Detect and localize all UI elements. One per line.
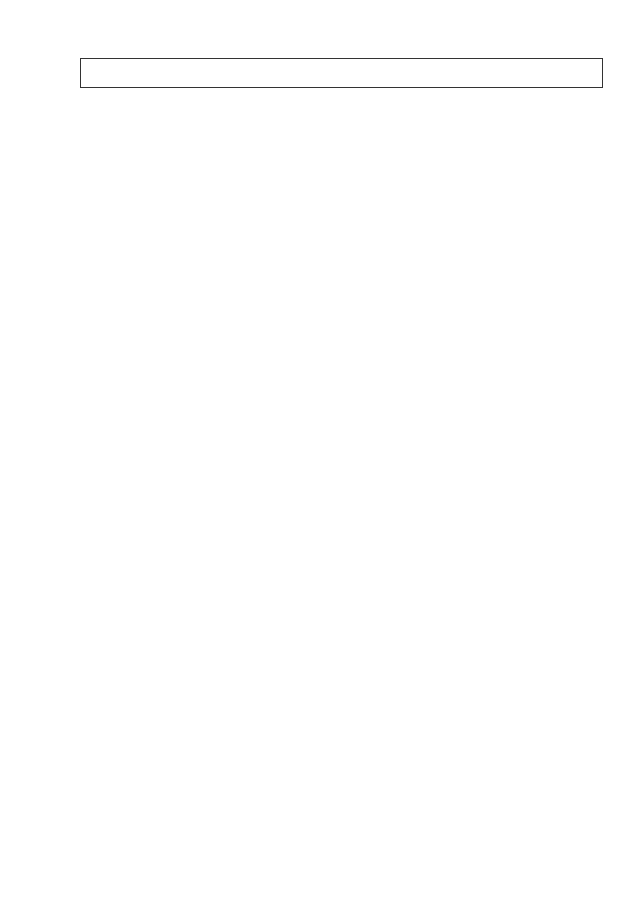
section-header: [81, 59, 602, 88]
salary-table: [80, 58, 603, 88]
